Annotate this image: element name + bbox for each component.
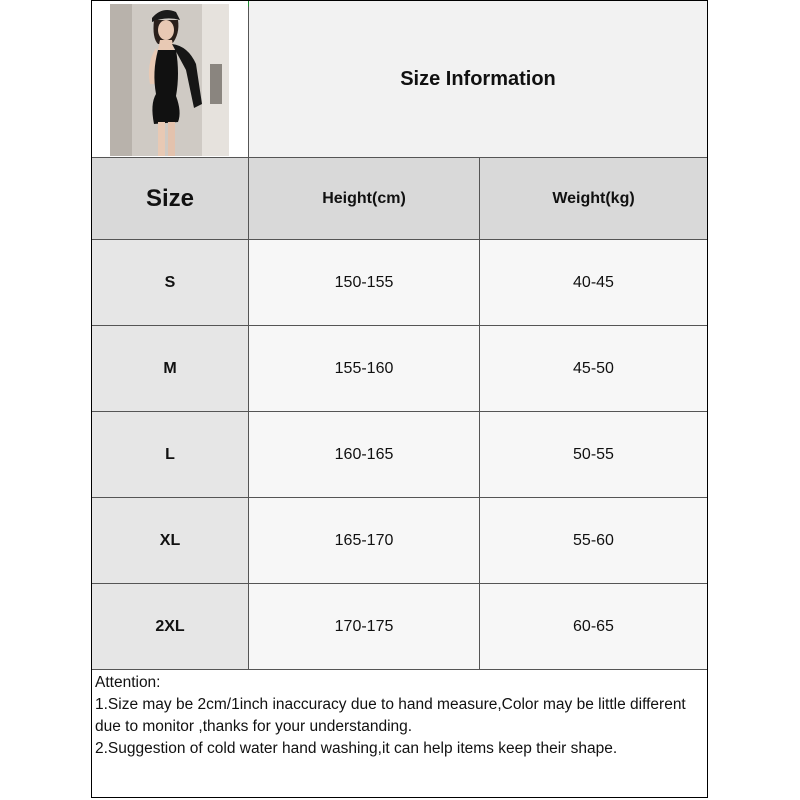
notes-line-1: 1.Size may be 2cm/1inch inaccuracy due to hand measure,Color may be little different due to monitor ,thanks for your understanding.: [95, 696, 686, 735]
header-weight: Weight(kg): [480, 158, 707, 240]
table-row-weight: 40-45: [480, 240, 707, 326]
table-row-height: 160-165: [249, 412, 480, 498]
product-photo-cell: [92, 1, 249, 158]
notes-heading: Attention:: [95, 674, 161, 691]
table-row-height: 150-155: [249, 240, 480, 326]
table-row-height: 170-175: [249, 584, 480, 670]
table-row-size: M: [92, 326, 249, 412]
table-row-weight: 55-60: [480, 498, 707, 584]
header-size: Size: [92, 158, 249, 240]
table-row-size: L: [92, 412, 249, 498]
model-photo-icon: [110, 4, 229, 156]
notes-line-2: 2.Suggestion of cold water hand washing,it can help items keep their shape.: [95, 740, 618, 757]
table-row-height: 165-170: [249, 498, 480, 584]
attention-notes: [92, 670, 707, 762]
table-row-weight: 45-50: [480, 326, 707, 412]
page-title: Size Information: [249, 1, 707, 158]
table-row-weight: 60-65: [480, 584, 707, 670]
table-row-size: 2XL: [92, 584, 249, 670]
table-row-size: S: [92, 240, 249, 326]
table-row-weight: 50-55: [480, 412, 707, 498]
table-row-height: 155-160: [249, 326, 480, 412]
size-chart-sheet: [91, 0, 708, 798]
table-row-size: XL: [92, 498, 249, 584]
header-height: Height(cm): [249, 158, 480, 240]
